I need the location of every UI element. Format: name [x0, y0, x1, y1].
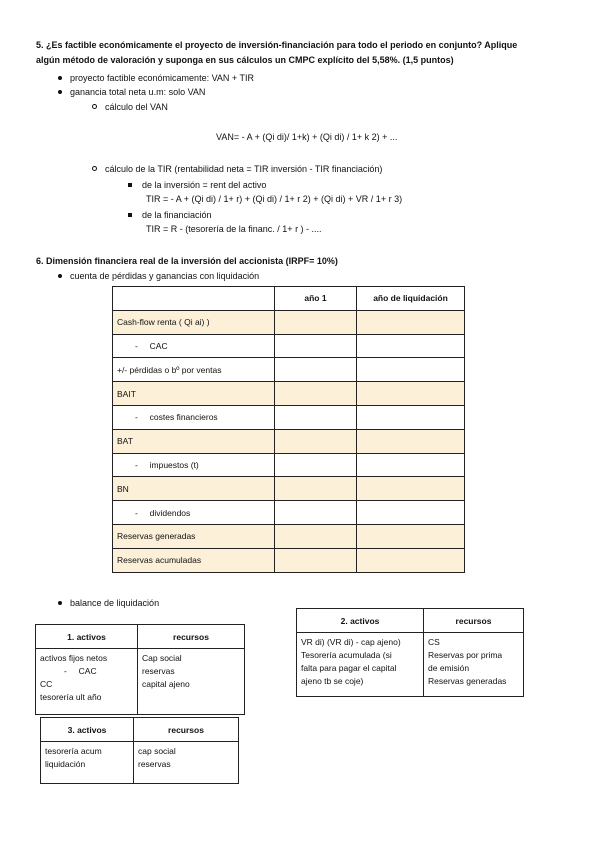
row-label: BN	[113, 477, 275, 501]
tir-inversion-formula: TIR = - A + (Qi di) / 1+ r) + (Qi di) / 1+ r 2) + (Qi di) + VR / 1+ r 3)	[146, 194, 403, 204]
table-row	[113, 429, 465, 453]
q6-bullet-1: cuenta de pérdidas y ganancias con liquidación	[58, 270, 259, 283]
bullet-dot-icon	[58, 601, 62, 605]
bullet-dot-icon	[58, 274, 62, 278]
table-row	[113, 334, 465, 358]
q5-bullet-1: proyecto factible económicamente: VAN + TIR	[58, 72, 254, 85]
assets-cell: VR di) (VR di) - cap ajeno) Tesorería acumulada (si falta para pagar el capital ajeno tb se coje)	[297, 633, 424, 697]
q5-sub-tir: cálculo de la TIR (rentabilidad neta = TIR inversión - TIR financiación)	[92, 163, 382, 176]
table-row	[113, 358, 465, 382]
empty-cell	[357, 453, 465, 477]
empty-cell	[357, 429, 465, 453]
empty-cell	[275, 477, 357, 501]
empty-cell	[357, 310, 465, 334]
table-row	[113, 405, 465, 429]
table-row	[113, 477, 465, 501]
table-row	[113, 382, 465, 406]
assets-cell: tesorería acum liquidación	[41, 742, 134, 784]
empty-cell	[357, 501, 465, 525]
assets-cell: activos fijos netos - CAC CC tesorería ult año	[36, 649, 138, 715]
question-5-line1: 5. ¿Es factible económicamente el proyecto de inversión-financiación para todo el periodo en conjunto? Aplique	[36, 40, 518, 50]
table-header-cell: recursos	[138, 625, 245, 649]
row-label: BAIT	[113, 382, 275, 406]
empty-cell	[275, 405, 357, 429]
table-row	[113, 548, 465, 572]
row-label: Reservas acumuladas	[113, 548, 275, 572]
question-6-title: 6. Dimensión financiera real de la inversión del accionista (IRPF= 10%)	[36, 256, 338, 266]
profit-loss-table	[112, 286, 465, 573]
row-label: BAT	[113, 429, 275, 453]
table-row	[113, 453, 465, 477]
table-header-cell: recursos	[134, 718, 239, 742]
balance-table-1	[35, 624, 245, 715]
bullet-dot-icon	[58, 76, 62, 80]
table-header-cell: 2. activos	[297, 609, 424, 633]
resources-cell: cap social reservas	[134, 742, 239, 784]
empty-cell	[275, 358, 357, 382]
question-5-line2: algún método de valoración y suponga en sus cálculos un CMPC explícito del 5,58%. (1,5 puntos)	[36, 55, 454, 65]
resources-cell: Cap social reservas capital ajeno	[138, 649, 245, 715]
table-header-cell: recursos	[424, 609, 524, 633]
balance-table-3	[40, 717, 239, 784]
row-label: +/- pérdidas o bº por ventas	[113, 358, 275, 382]
table-header-cell: 1. activos	[36, 625, 138, 649]
empty-cell	[357, 524, 465, 548]
tir-financiacion-label: de la financiación	[128, 209, 212, 222]
empty-cell	[275, 453, 357, 477]
empty-cell	[357, 405, 465, 429]
bullet-circle-icon	[92, 166, 97, 171]
empty-cell	[275, 501, 357, 525]
row-label: - impuestos (t)	[113, 453, 275, 477]
q5-sub-van: cálculo del VAN	[92, 101, 168, 114]
empty-cell	[357, 477, 465, 501]
bullet-square-icon	[128, 213, 132, 217]
empty-cell	[357, 334, 465, 358]
empty-cell	[275, 429, 357, 453]
bullet-dot-icon	[58, 90, 62, 94]
table-header-cell	[113, 287, 275, 311]
table-row	[113, 310, 465, 334]
row-label: - dividendos	[113, 501, 275, 525]
question-5-title	[36, 38, 576, 68]
balance-table-2	[296, 608, 524, 697]
empty-cell	[275, 548, 357, 572]
table-header-cell: 3. activos	[41, 718, 134, 742]
van-formula: VAN= - A + (Qi di)/ 1+k) + (Qi di) / 1+ k 2) + ...	[216, 132, 398, 142]
table-header-cell: año de liquidación	[357, 287, 465, 311]
bullet-square-icon	[128, 183, 132, 187]
empty-cell	[357, 548, 465, 572]
empty-cell	[275, 334, 357, 358]
tir-inversion-label: de la inversión = rent del activo	[128, 179, 266, 192]
tir-financiacion-formula: TIR = R - (tesorería de la financ. / 1+ r ) - ....	[146, 224, 322, 234]
empty-cell	[357, 382, 465, 406]
table-row	[113, 501, 465, 525]
row-label: Cash-flow renta ( Qi ai) )	[113, 310, 275, 334]
empty-cell	[357, 358, 465, 382]
resources-cell: CS Reservas por prima de emisión Reservas generadas	[424, 633, 524, 697]
table-header-cell: año 1	[275, 287, 357, 311]
row-label: - costes financieros	[113, 405, 275, 429]
bullet-circle-icon	[92, 104, 97, 109]
table-row	[113, 524, 465, 548]
row-label: Reservas generadas	[113, 524, 275, 548]
q6-bullet-2: balance de liquidación	[58, 597, 159, 610]
table-header-row	[113, 287, 465, 311]
empty-cell	[275, 382, 357, 406]
q5-bullet-2: ganancia total neta u.m: solo VAN	[58, 86, 205, 99]
row-label: - CAC	[113, 334, 275, 358]
empty-cell	[275, 310, 357, 334]
empty-cell	[275, 524, 357, 548]
